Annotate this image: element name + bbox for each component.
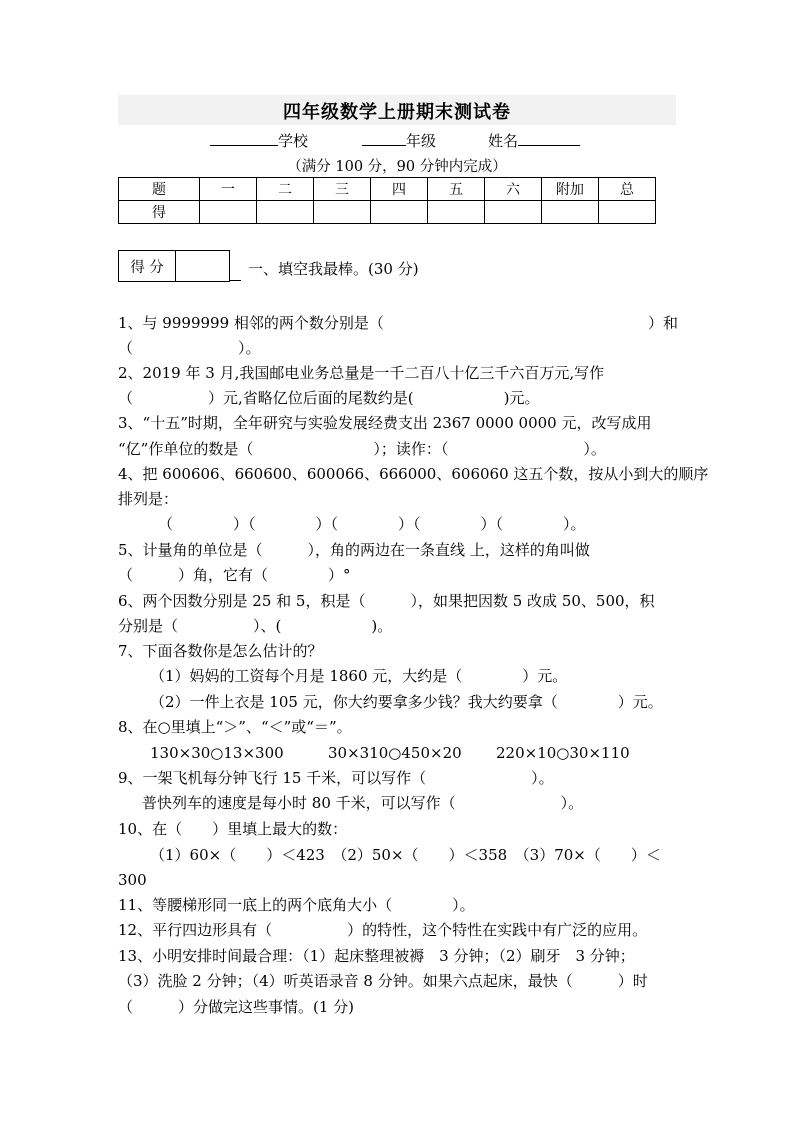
score-table-cell: 六 (485, 178, 542, 201)
question-3-line-1: 3、“十五”时期，全年研究与实验发展经费支出 2367 0000 0000 元，改写成用 (118, 414, 652, 432)
question-11: 11、等腰梯形同一底上的两个底角大小（ ）。 (118, 896, 475, 914)
exam-note: （满分 100 分，90 分钟内完成） (287, 159, 507, 175)
question-5-line-1: 5、计量角的单位是（ ），角的两边在一条直线 上，这样的角叫做 (118, 541, 590, 559)
score-table-cell: 二 (257, 178, 314, 201)
name-field (488, 130, 580, 151)
question-13-line-1: 13、小明安排时间最合理：（1）起床整理被褥 3 分钟；（2）刷牙 3 分钟； (118, 947, 635, 965)
question-10-line-1: （1）60×（ ）＜423 （2）50×（ ）＜358 （3）70×（ ）＜ (150, 846, 661, 864)
question-text: ）和 (647, 314, 678, 332)
question-8-item-3: 220×10○30×110 (496, 744, 630, 762)
school-blank[interactable] (210, 131, 278, 146)
question-8-item-2: 30×310○450×20 (328, 744, 462, 762)
question-4-line-1: 4、把 600606、660600、600066、666000、606060 这五个数，按从小到大的顺序 (118, 465, 709, 483)
score-table-cell: 总 (599, 178, 656, 201)
question-13-line-2: （3）洗脸 2 分钟；（4）听英语录音 8 分钟。如果六点起床，最快（ ）时 (118, 972, 648, 990)
grade-blank[interactable] (362, 131, 406, 146)
question-4-line-2: 排列是： (118, 490, 179, 508)
question-10: 10、在（ ）里填上最大的数： (118, 820, 348, 838)
grade-label: 年级 (406, 132, 437, 150)
score-table-score-row (119, 201, 656, 224)
score-input-cell[interactable] (599, 201, 656, 224)
score-input-cell[interactable] (200, 201, 257, 224)
question-9-line-1: 9、一架飞机每分钟飞行 15 千米，可以写作（ ）。 (118, 769, 554, 787)
question-7-part-1: （1）妈妈的工资每个月是 1860 元，大约是（ ）元。 (150, 667, 568, 685)
section-score-box (118, 250, 230, 282)
question-6-line-1: 6、两个因数分别是 25 和 5，积是（ ），如果把因数 5 改成 50、500，积 (118, 592, 655, 610)
question-8: 8、在○里填上“＞”、“＜”或“＝”。 (118, 718, 352, 736)
school-field (210, 130, 308, 151)
question-1-line-1 (118, 313, 678, 333)
question-3-line-2: “亿”作单位的数是（ ）；读作：（ ）。 (118, 440, 606, 458)
score-input-cell[interactable] (542, 201, 599, 224)
score-row-label: 得 (119, 201, 200, 224)
score-table-cell: 五 (428, 178, 485, 201)
grade-field (362, 130, 436, 151)
score-table-cell: 题 (119, 178, 200, 201)
score-input-cell[interactable] (485, 201, 542, 224)
score-table-cell: 三 (314, 178, 371, 201)
question-2-line-2: （ ）元,省略亿位后面的尾数约是( )元。 (118, 389, 540, 407)
question-7-part-2: （2）一件上衣是 105 元，你大约要拿多少钱？我大约要拿（ ）元。 (150, 693, 663, 711)
score-table (118, 177, 656, 224)
score-input-cell[interactable] (428, 201, 485, 224)
question-7: 7、下面各数你是怎么估计的？ (118, 642, 323, 660)
section-score-input[interactable] (176, 251, 229, 281)
question-4-line-3: （ ）（ ）（ ）（ ）（ ）。 (158, 515, 586, 533)
section-heading: 一、填空我最棒。(30 分) (248, 260, 419, 278)
question-10-line-2: 300 (118, 871, 147, 889)
section-score-label: 得 分 (119, 251, 176, 281)
question-9-line-2: 普快列车的速度是每小时 80 千米，可以写作（ ）。 (142, 794, 584, 812)
score-table-cell: 一 (200, 178, 257, 201)
score-input-cell[interactable] (257, 201, 314, 224)
question-6-line-2: 分别是（ ）、( )。 (118, 617, 393, 635)
score-input-cell[interactable] (314, 201, 371, 224)
question-1-line-2: （ ）。 (118, 339, 261, 357)
school-label: 学校 (278, 132, 309, 150)
score-input-cell[interactable] (371, 201, 428, 224)
question-2-line-1: 2、2019 年 3 月,我国邮电业务总量是一千二百八十亿三千六百万元,写作 (118, 364, 605, 382)
question-13-line-3: （ ）分做完这些事情。(1 分) (118, 998, 355, 1016)
question-8-item-1: 130×30○13×300 (150, 744, 284, 762)
name-blank[interactable] (518, 131, 580, 146)
question-text: 1、与 9999999 相邻的两个数分别是（ (118, 314, 384, 332)
name-label: 姓名 (488, 132, 519, 150)
score-box-divider (229, 280, 241, 281)
score-table-header-row (119, 178, 656, 201)
score-table-cell: 附加 (542, 178, 599, 201)
score-table-cell: 四 (371, 178, 428, 201)
question-12: 12、平行四边形具有（ ）的特性，这个特性在实践中有广泛的应用。 (118, 921, 648, 939)
question-5-line-2: （ ）角，它有（ ）° (118, 566, 351, 584)
page-title: 四年级数学上册期末测试卷 (283, 102, 511, 123)
